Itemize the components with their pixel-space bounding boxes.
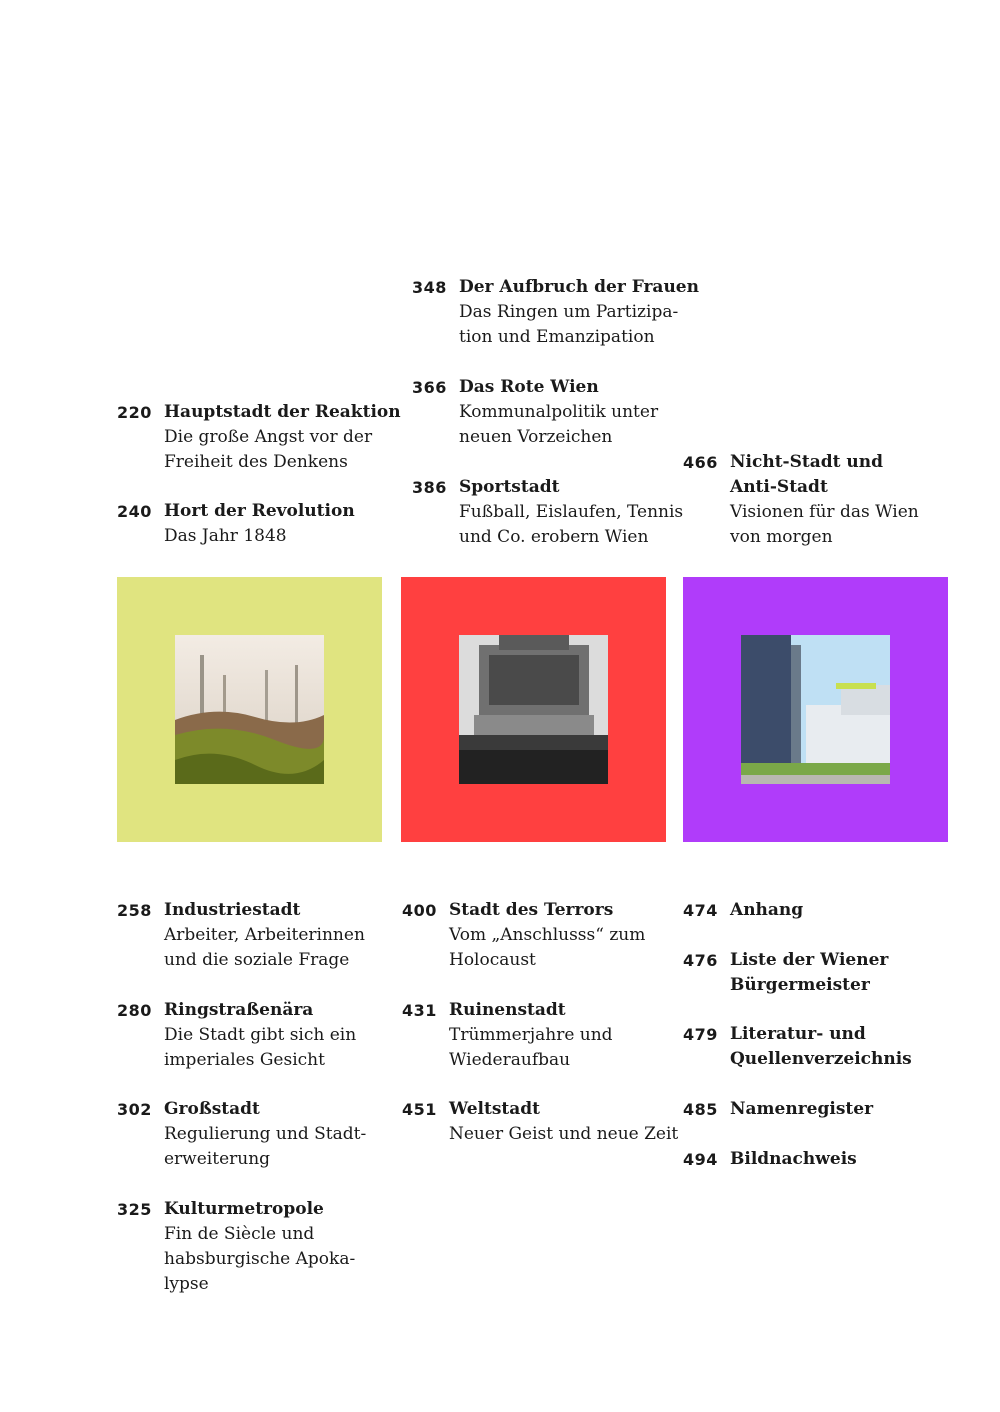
chapter-subtitle: Die große Angst vor der [164, 427, 373, 447]
chapter-title: Sportstadt [459, 477, 560, 497]
chapter-subtitle: Wiederaufbau [449, 1050, 571, 1070]
toc-entry-451 [402, 1097, 678, 1147]
chapter-subtitle: neuen Vorzeichen [459, 427, 613, 447]
chapter-title: Nicht-Stadt und [730, 452, 884, 472]
chapter-title: Das Rote Wien [459, 377, 599, 397]
toc-entry-466 [683, 450, 919, 550]
chapter-subtitle: Kommunalpolitik unter [459, 402, 659, 422]
chapter-subtitle: Regulierung und Stadt- [164, 1124, 367, 1144]
misty-landscape-photo [175, 635, 324, 784]
toc-entry-240 [117, 499, 355, 549]
chapter-title: Bürgermeister [730, 975, 870, 995]
chapter-title: Anhang [730, 900, 804, 920]
chapter-subtitle: Freiheit des Denkens [164, 452, 348, 472]
toc-entry-325 [117, 1197, 355, 1297]
page-number: 240 [117, 502, 152, 521]
chapter-subtitle: Visionen für das Wien [730, 502, 919, 522]
chapter-subtitle: Fin de Siècle und [164, 1224, 315, 1244]
chapter-title: Ringstraßenära [164, 1000, 314, 1020]
page-number: 451 [402, 1100, 437, 1119]
toc-entry-302 [117, 1097, 366, 1172]
chapter-title: Ruinenstadt [449, 1000, 566, 1020]
chapter-subtitle: tion und Emanzipation [459, 327, 655, 347]
page-number: 400 [402, 901, 437, 920]
toc-entry-474 [683, 898, 803, 923]
chapter-subtitle: von morgen [730, 527, 833, 547]
page-number: 280 [117, 1001, 152, 1020]
page-number: 348 [412, 278, 447, 297]
chapter-title: Der Aufbruch der Frauen [459, 277, 699, 297]
chapter-title: Weltstadt [449, 1099, 541, 1119]
page-number: 485 [683, 1100, 718, 1119]
modern-buildings-photo [741, 635, 890, 784]
chapter-block-red [401, 577, 666, 842]
chapter-title: Namenregister [730, 1099, 874, 1119]
toc-entry-431 [402, 998, 613, 1073]
page-number: 479 [683, 1025, 718, 1044]
chapter-subtitle: Trümmerjahre und [449, 1025, 613, 1045]
page-number: 431 [402, 1001, 437, 1020]
chapter-subtitle: Die Stadt gibt sich ein [164, 1025, 357, 1045]
toc-entry-280 [117, 998, 356, 1073]
chapter-subtitle: lypse [164, 1274, 209, 1294]
page-number: 325 [117, 1200, 152, 1219]
chapter-subtitle: Fußball, Eislaufen, Tennis [459, 502, 684, 522]
chapter-subtitle: Vom „Anschlusss“ zum [449, 925, 646, 945]
toc-entry-258 [117, 898, 365, 973]
page-number: 302 [117, 1100, 152, 1119]
chapter-title: Kulturmetropole [164, 1199, 324, 1219]
toc-entry-400 [402, 898, 645, 973]
toc-entry-476 [683, 948, 888, 998]
chapter-title: Anti-Stadt [730, 477, 828, 497]
chapter-subtitle: habsburgische Apoka- [164, 1249, 356, 1269]
page-number: 386 [412, 478, 447, 497]
chapter-subtitle: Das Jahr 1848 [164, 526, 287, 546]
page-number: 474 [683, 901, 718, 920]
toc-entry-479 [683, 1022, 912, 1072]
toc-entry-485 [683, 1097, 873, 1122]
chapter-title: Literatur- und [730, 1024, 866, 1044]
chapter-title: Quellenverzeichnis [730, 1049, 912, 1069]
page-number: 366 [412, 378, 447, 397]
chapter-block-purple [683, 577, 948, 842]
chapter-subtitle: imperiales Gesicht [164, 1050, 325, 1070]
chapter-subtitle: und die soziale Frage [164, 950, 350, 970]
chapter-title: Hort der Revolution [164, 501, 355, 521]
chapter-title: Stadt des Terrors [449, 900, 614, 920]
page-number: 220 [117, 403, 152, 422]
toc-entry-386 [412, 475, 683, 550]
monument-crowd-photo [459, 635, 608, 784]
toc-entry-494 [683, 1147, 857, 1172]
chapter-subtitle: Arbeiter, Arbeiterinnen [164, 925, 365, 945]
toc-entry-348 [412, 275, 699, 350]
toc-entry-366 [412, 375, 658, 450]
chapter-title: Industriestadt [164, 900, 301, 920]
chapter-subtitle: Das Ringen um Partizipa- [459, 302, 679, 322]
chapter-block-yellow [117, 577, 382, 842]
page-number: 494 [683, 1150, 718, 1169]
chapter-title: Großstadt [164, 1099, 260, 1119]
chapter-title: Liste der Wiener [730, 950, 889, 970]
chapter-subtitle: Neuer Geist und neue Zeit [449, 1124, 679, 1144]
page-number: 466 [683, 453, 718, 472]
chapter-subtitle: erweiterung [164, 1149, 271, 1169]
page-number: 258 [117, 901, 152, 920]
chapter-title: Hauptstadt der Reaktion [164, 402, 401, 422]
chapter-subtitle: Holocaust [449, 950, 536, 970]
chapter-subtitle: und Co. erobern Wien [459, 527, 649, 547]
chapter-title: Bildnachweis [730, 1149, 857, 1169]
page-number: 476 [683, 951, 718, 970]
toc-entry-220 [117, 400, 401, 475]
